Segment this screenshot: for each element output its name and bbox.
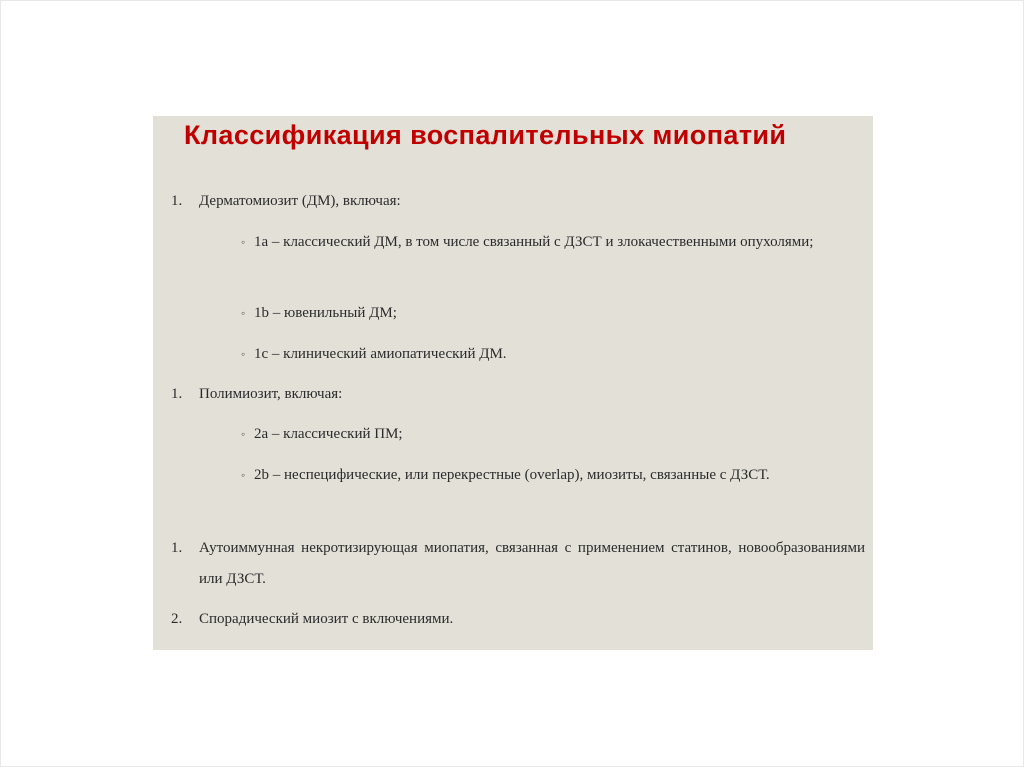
bullet-icon: ◦ bbox=[241, 468, 246, 482]
bullet-icon: ◦ bbox=[241, 235, 246, 249]
item-number: 1. bbox=[171, 386, 183, 402]
sub-item-2b bbox=[212, 460, 865, 491]
list-item-dermatomyositis bbox=[171, 186, 865, 217]
item-text: 1a – классический ДМ, в том числе связанный с ДЗСТ и злокачественными опухолями; bbox=[254, 234, 814, 250]
sub-item-1b bbox=[212, 298, 865, 329]
item-text: 1c – клинический амиопатический ДМ. bbox=[254, 346, 507, 362]
item-text: 2a – классический ПМ; bbox=[254, 426, 403, 442]
bullet-icon: ◦ bbox=[241, 306, 246, 320]
item-text: Дерматомиозит (ДМ), включая: bbox=[199, 193, 401, 209]
slide-title: Классификация воспалительных миопатий bbox=[184, 120, 787, 150]
item-text: 2b – неспецифические, или перекрестные (overlap), миозиты, связанные с ДЗСТ. bbox=[254, 467, 770, 483]
item-text: 1b – ювенильный ДМ; bbox=[254, 305, 397, 321]
item-number: 1. bbox=[171, 540, 183, 556]
item-number: 1. bbox=[171, 193, 183, 209]
content-panel bbox=[153, 116, 873, 650]
item-text: Спорадический миозит с включениями. bbox=[199, 611, 454, 627]
sub-item-1c bbox=[212, 339, 865, 370]
list-item-inclusion-body-myositis bbox=[171, 604, 865, 635]
bullet-icon: ◦ bbox=[241, 347, 246, 361]
list-item-necrotizing-myopathy bbox=[171, 533, 865, 595]
item-text: Полимиозит, включая: bbox=[199, 386, 343, 402]
item-number: 2. bbox=[171, 611, 183, 627]
item-text: Аутоиммунная некротизирующая миопатия, связанная с применением статинов, новообразованиями или ДЗСТ. bbox=[199, 540, 865, 587]
sub-item-1a bbox=[212, 227, 865, 258]
sub-item-2a bbox=[212, 419, 865, 450]
list-item-polymyositis bbox=[171, 379, 865, 410]
bullet-icon: ◦ bbox=[241, 427, 246, 441]
